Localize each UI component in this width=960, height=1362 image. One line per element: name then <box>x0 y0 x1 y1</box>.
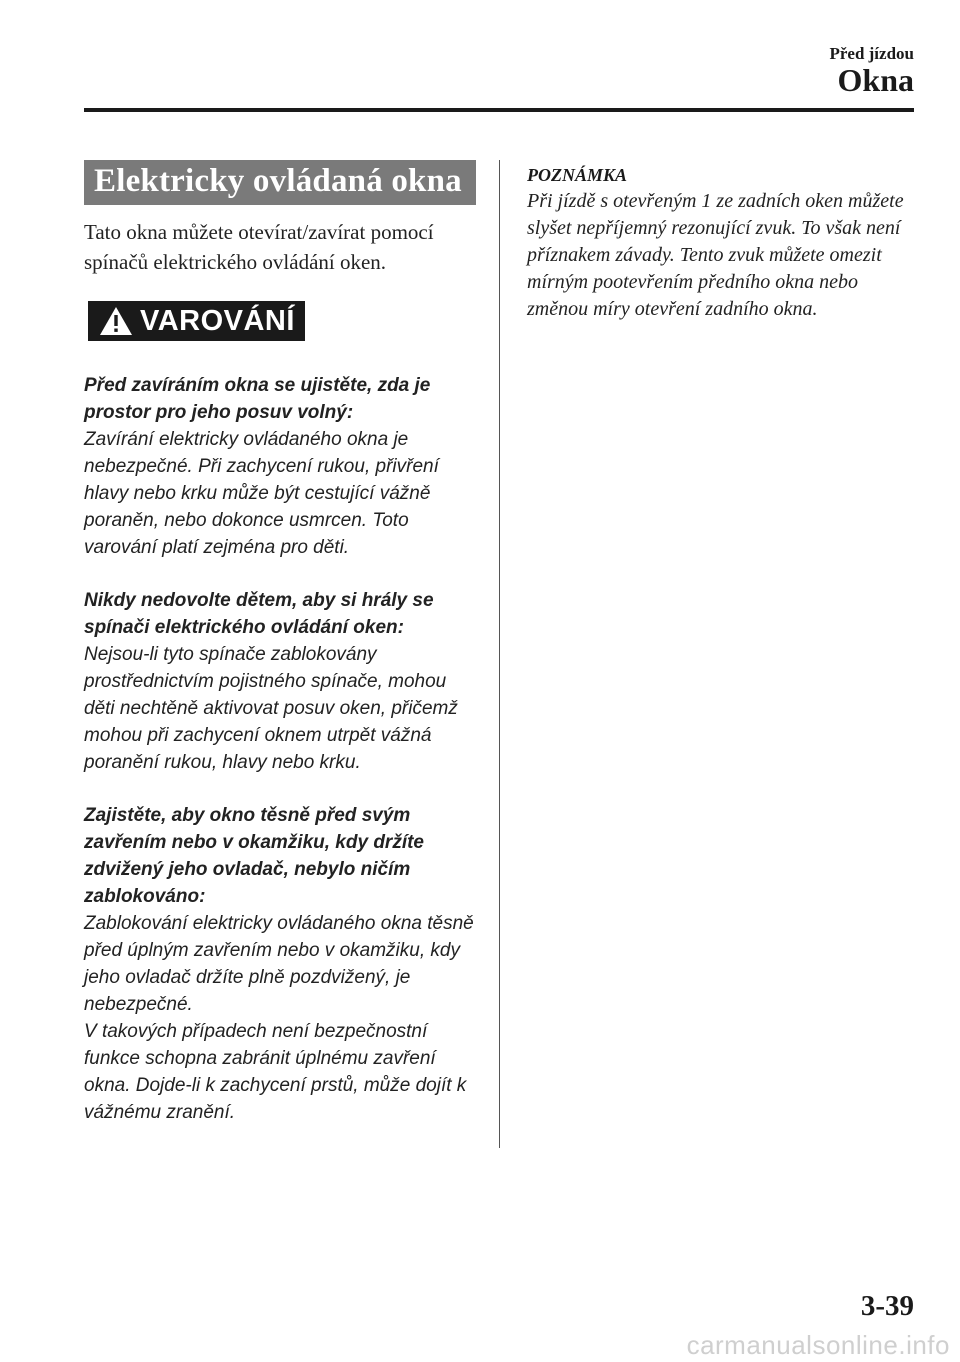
warning-block-text-continued: V takových případech není bezpečnostní funkce schopna zabránit úplnému zavření okna. Dojde-li k zachycení prstů, může dojít k vážnému zranění. <box>84 1021 467 1123</box>
warning-block-2 <box>84 587 476 776</box>
section-intro: Tato okna můžete otevírat/zavírat pomocí spínačů elektrického ovládání oken. <box>84 220 434 274</box>
warning-badge <box>88 301 305 341</box>
warning-triangle-icon <box>98 305 134 337</box>
warning-block-text: Nejsou-li tyto spínače zablokovány prostřednictvím pojistného spínače, mohou děti nechtěně aktivovat posuv oken, přičemž mohou při zachycení oknem utrpět vážná poranění rukou, hlavy nebo krku. <box>84 644 458 773</box>
header-section: Před jízdou <box>829 44 914 63</box>
warning-block-heading: Před zavíráním okna se ujistěte, zda je prostor pro jeho posuv volný: <box>84 375 431 423</box>
header-rule <box>84 108 914 112</box>
warning-block-text: Zavírání elektricky ovládaného okna je nebezpečné. Při zachycení rukou, přivření hlavy nebo krku může být cestující vážně poraněn, nebo dokonce usmrcen. Toto varování platí zejména pro děti. <box>84 429 439 558</box>
warning-block-text: Zablokování elektricky ovládaného okna těsně před úplným zavřením nebo v okamžiku, kdy jeho ovladač držíte plně pozdvižený, je nebezpečné. <box>84 913 474 1015</box>
warning-block-heading: Zajistěte, aby okno těsně před svým zavřením nebo v okamžiku, kdy držíte zdvižený jeho ovladač, nebylo ničím zablokováno: <box>84 805 424 907</box>
warning-block-heading: Nikdy nedovolte dětem, aby si hrály se spínači elektrického ovládání oken: <box>84 590 434 638</box>
note-text: Při jízdě s otevřeným 1 ze zadních oken můžete slyšet nepříjemný rezonující zvuk. To však není příznakem závady. Tento zvuk můžete omezit mírným pootevřením předního okna nebo změnou míry otevření zadního okna. <box>527 190 904 320</box>
warning-label: VAROVÁNÍ <box>140 304 295 337</box>
note-label: POZNÁMKA <box>527 165 628 185</box>
warning-block-3 <box>84 802 476 1126</box>
right-column <box>527 164 917 323</box>
column-divider <box>499 160 500 1148</box>
watermark: carmanualsonline.info <box>686 1330 950 1360</box>
warning-block-1 <box>84 372 476 561</box>
left-column <box>84 160 476 1126</box>
section-heading: Elektricky ovládaná okna <box>84 160 476 205</box>
page-number: 3-39 <box>860 1290 914 1322</box>
page-title: Okna <box>837 62 914 98</box>
